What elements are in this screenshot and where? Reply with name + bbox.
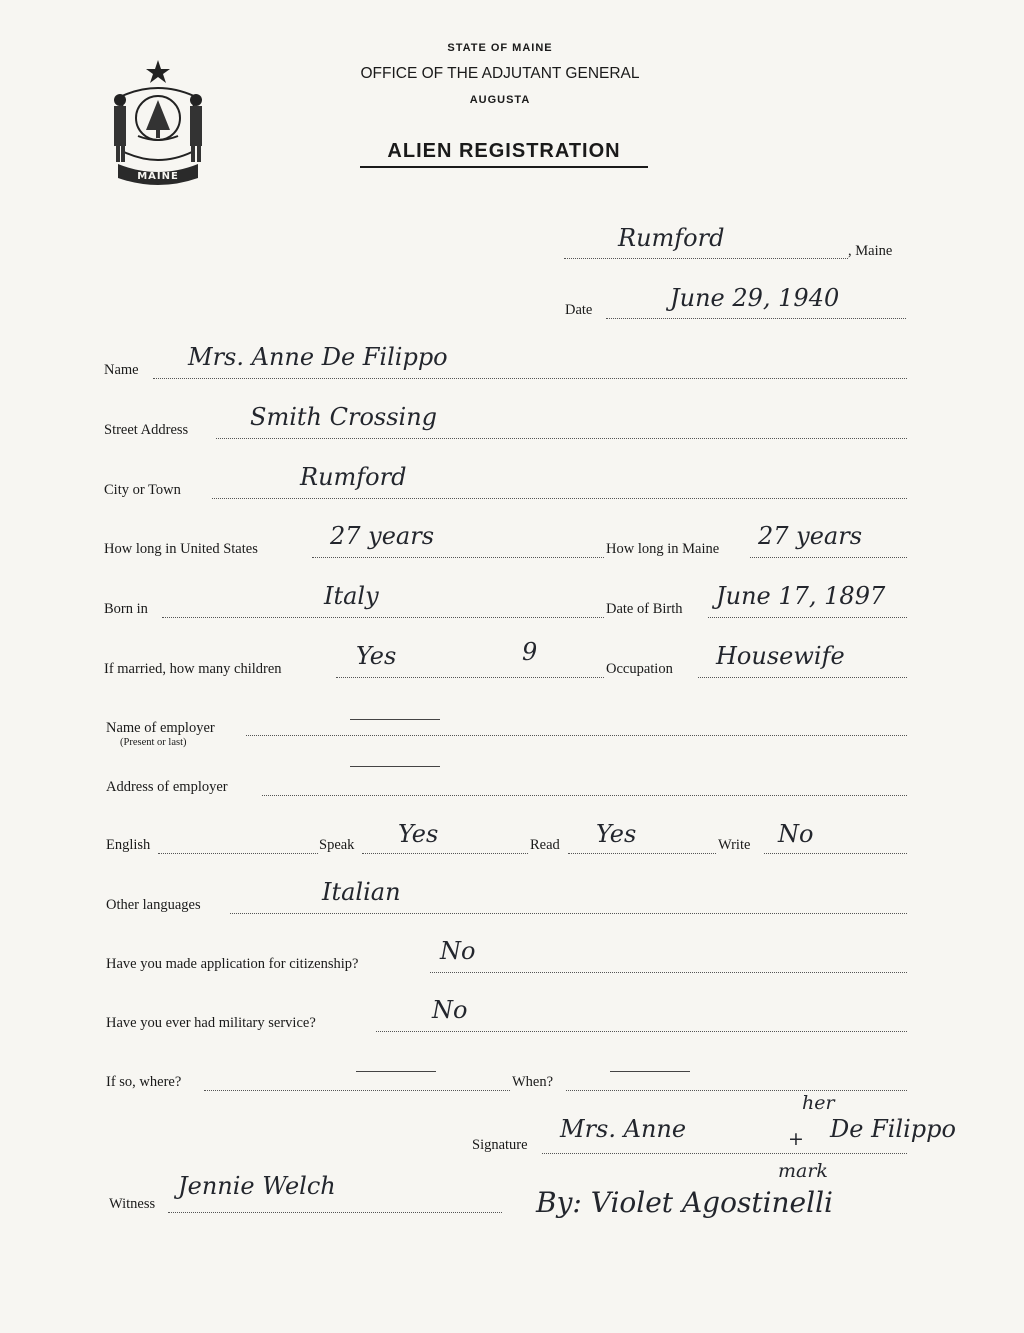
where-dash bbox=[356, 1071, 436, 1072]
when-line bbox=[566, 1090, 907, 1091]
name-line bbox=[153, 378, 907, 379]
signature-line bbox=[542, 1153, 907, 1154]
place-suffix: , Maine bbox=[848, 243, 893, 259]
witness-value: Jennie Welch bbox=[178, 1172, 336, 1200]
speak-value: Yes bbox=[398, 820, 439, 848]
read-label: Read bbox=[530, 837, 560, 853]
date-line bbox=[606, 318, 906, 319]
married-line bbox=[336, 677, 604, 678]
date-label: Date bbox=[565, 302, 593, 318]
occupation-line bbox=[698, 677, 907, 678]
place-line bbox=[564, 258, 848, 259]
married-value: Yes bbox=[356, 642, 397, 670]
signature-mark: mark bbox=[778, 1160, 828, 1182]
other-languages-label: Other languages bbox=[106, 897, 201, 913]
read-value: Yes bbox=[596, 820, 637, 848]
street-value: Smith Crossing bbox=[250, 403, 438, 431]
when-dash bbox=[610, 1071, 690, 1072]
other-languages-value: Italian bbox=[322, 878, 401, 906]
occupation-value: Housewife bbox=[716, 642, 845, 670]
how-long-maine-label: How long in Maine bbox=[606, 541, 720, 557]
when-label: When? bbox=[512, 1074, 554, 1090]
employer-name-label: Name of employer bbox=[106, 720, 215, 736]
english-label: English bbox=[106, 837, 151, 853]
date-value: June 29, 1940 bbox=[670, 284, 840, 312]
write-line bbox=[764, 853, 907, 854]
employer-address-line bbox=[262, 795, 907, 796]
how-long-us-label: How long in United States bbox=[104, 541, 258, 557]
military-label: Have you ever had military service? bbox=[106, 1015, 316, 1031]
form-title: ALIEN REGISTRATION bbox=[360, 140, 648, 168]
signature-label: Signature bbox=[472, 1137, 528, 1153]
name-value: Mrs. Anne De Filippo bbox=[188, 343, 448, 371]
signature-value-a: Mrs. Anne bbox=[560, 1115, 687, 1143]
header-office: OFFICE OF THE ADJUTANT GENERAL bbox=[360, 65, 640, 82]
signature-by: By: Violet Agostinelli bbox=[536, 1186, 833, 1219]
where-label: If so, where? bbox=[106, 1074, 182, 1090]
born-in-value: Italy bbox=[324, 582, 379, 610]
english-line bbox=[158, 853, 318, 854]
how-long-maine-value: 27 years bbox=[758, 522, 863, 550]
city-label: City or Town bbox=[104, 482, 181, 498]
other-languages-line bbox=[230, 913, 907, 914]
children-value: 9 bbox=[522, 638, 538, 666]
how-long-maine-line bbox=[750, 557, 907, 558]
read-line bbox=[568, 853, 716, 854]
employer-address-label: Address of employer bbox=[106, 779, 228, 795]
write-value: No bbox=[778, 820, 814, 848]
military-value: No bbox=[432, 996, 468, 1024]
signature-mark-x: + bbox=[788, 1128, 804, 1150]
witness-line bbox=[168, 1212, 502, 1213]
seal-text: MAINE bbox=[137, 171, 179, 182]
employer-name-line bbox=[246, 735, 907, 736]
street-line bbox=[216, 438, 907, 439]
speak-label: Speak bbox=[319, 837, 355, 853]
employer-name-dash bbox=[350, 719, 440, 720]
married-label: If married, how many children bbox=[104, 661, 282, 677]
dob-value: June 17, 1897 bbox=[716, 582, 886, 610]
how-long-us-value: 27 years bbox=[330, 522, 435, 550]
signature-her: her bbox=[802, 1092, 835, 1114]
born-in-line bbox=[162, 617, 604, 618]
speak-line bbox=[362, 853, 528, 854]
where-line bbox=[204, 1090, 510, 1091]
dob-label: Date of Birth bbox=[606, 601, 683, 617]
citizenship-value: No bbox=[440, 937, 476, 965]
place-value: Rumford bbox=[618, 224, 725, 252]
citizenship-label: Have you made application for citizenship? bbox=[106, 956, 359, 972]
born-in-label: Born in bbox=[104, 601, 148, 617]
citizenship-line bbox=[430, 972, 907, 973]
employer-address-dash bbox=[350, 766, 440, 767]
employer-name-sublabel: (Present or last) bbox=[120, 737, 187, 748]
signature-value-b: De Filippo bbox=[830, 1115, 956, 1143]
city-line bbox=[212, 498, 907, 499]
how-long-us-line bbox=[312, 557, 604, 558]
maine-state-seal-icon bbox=[104, 56, 212, 188]
occupation-label: Occupation bbox=[606, 661, 673, 677]
witness-label: Witness bbox=[109, 1196, 156, 1212]
military-line bbox=[376, 1031, 907, 1032]
header-state: STATE OF MAINE bbox=[447, 42, 553, 54]
name-label: Name bbox=[104, 362, 139, 378]
city-value: Rumford bbox=[300, 463, 407, 491]
street-label: Street Address bbox=[104, 422, 189, 438]
header-city: AUGUSTA bbox=[469, 94, 531, 106]
dob-line bbox=[708, 617, 907, 618]
write-label: Write bbox=[718, 837, 751, 853]
